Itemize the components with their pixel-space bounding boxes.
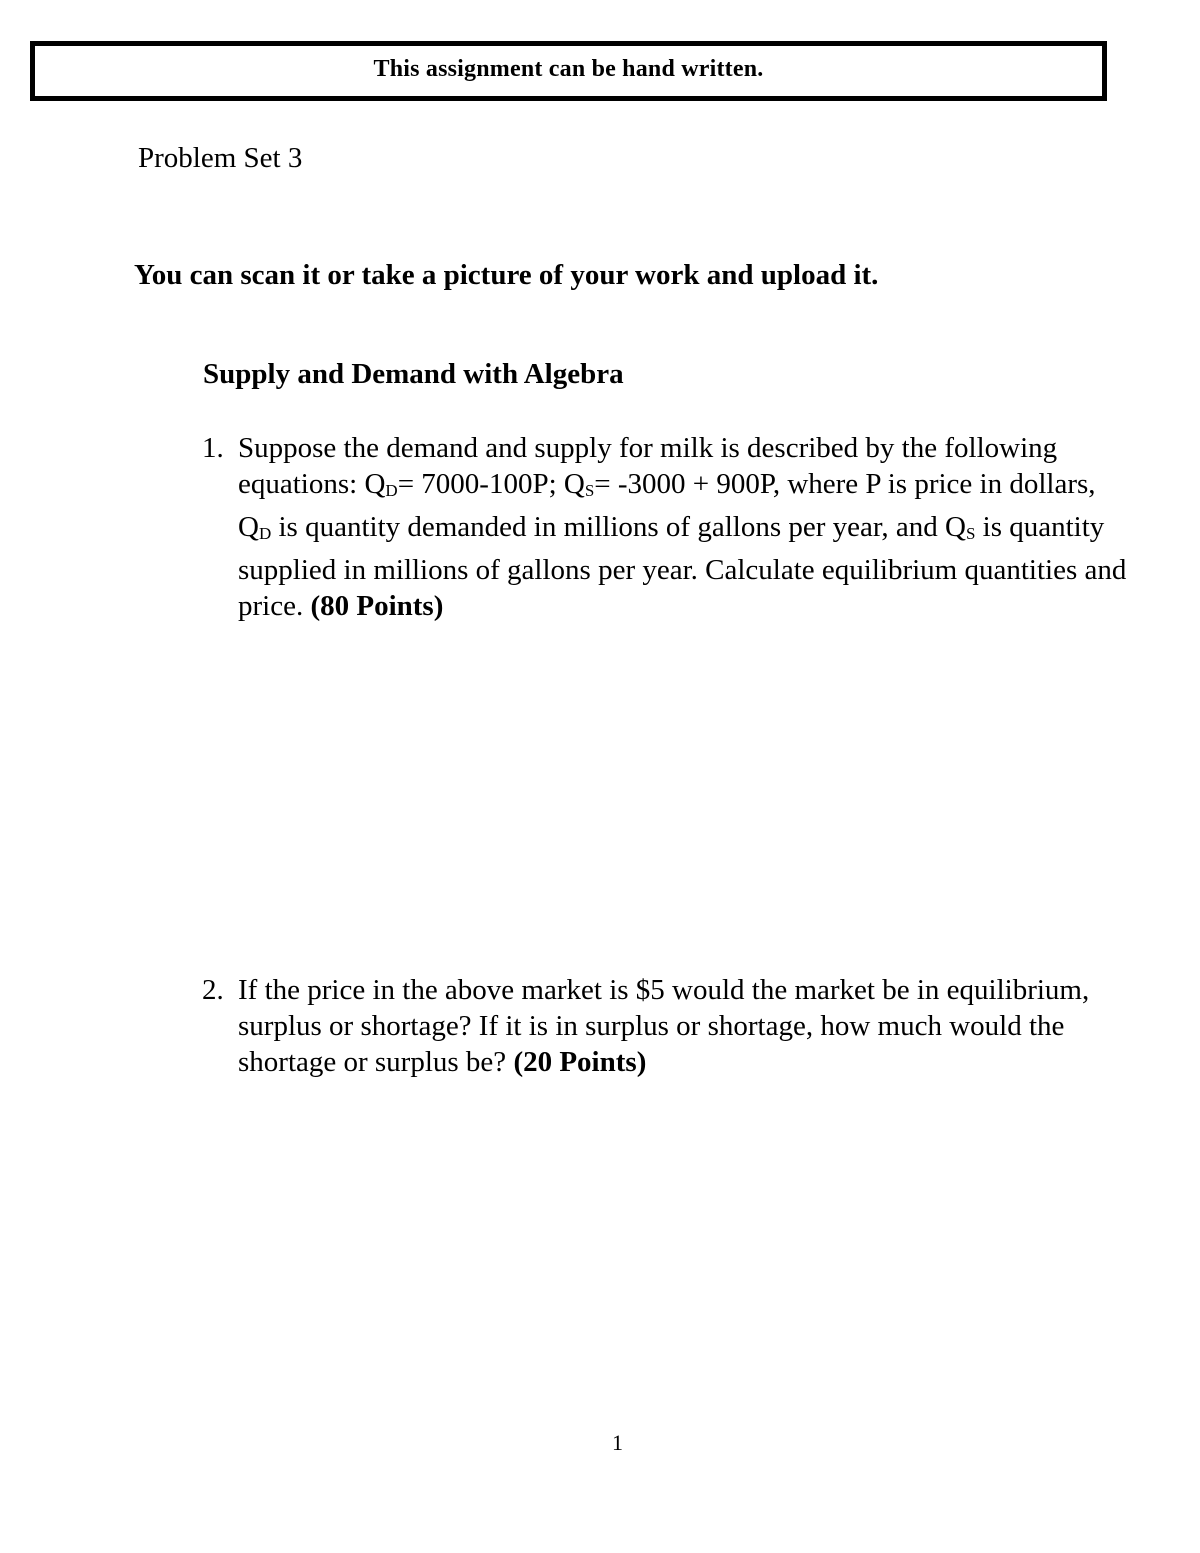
problem-points: (80 Points) [310,590,444,622]
section-heading: Supply and Demand with Algebra [203,358,624,390]
problem-text-part: = -3000 + 900P, where P is price in dollars, Q [238,468,1096,543]
subscript: D [385,481,398,500]
problem-text [238,430,1132,624]
problem-text-part: If the price in the above market is $5 would the market be in equilibrium, surplus or shortage? If it is in surplus or shortage, how much would the shortage or surplus be? [238,974,1090,1078]
subscript: S [965,524,976,543]
problem-text-part: is quantity supplied in millions of gallons per year. Calculate equilibrium quantities and price. [238,511,1127,622]
problem-set-title: Problem Set 3 [138,142,303,174]
notice-box [30,41,1107,101]
subscript: D [258,524,272,543]
problem-text [238,972,1132,1080]
problem-2 [202,972,1132,1080]
problem-text-part: Suppose the demand and supply for milk is described by the following equations: Q [238,432,1058,500]
problem-text-part: = 7000-100P; Q [397,468,585,500]
problem-1 [202,430,1132,624]
problem-text-part: is quantity demanded in millions of gallons per year, and Q [271,511,966,543]
problem-points: (20 Points) [513,1046,647,1078]
upload-instruction: You can scan it or take a picture of your work and upload it. [134,259,879,291]
subscript: S [584,481,595,500]
page-number: 1 [612,1430,623,1455]
problem-number: 2. [202,974,224,1006]
problem-number: 1. [202,432,224,464]
notice-text: This assignment can be hand written. [373,55,764,82]
